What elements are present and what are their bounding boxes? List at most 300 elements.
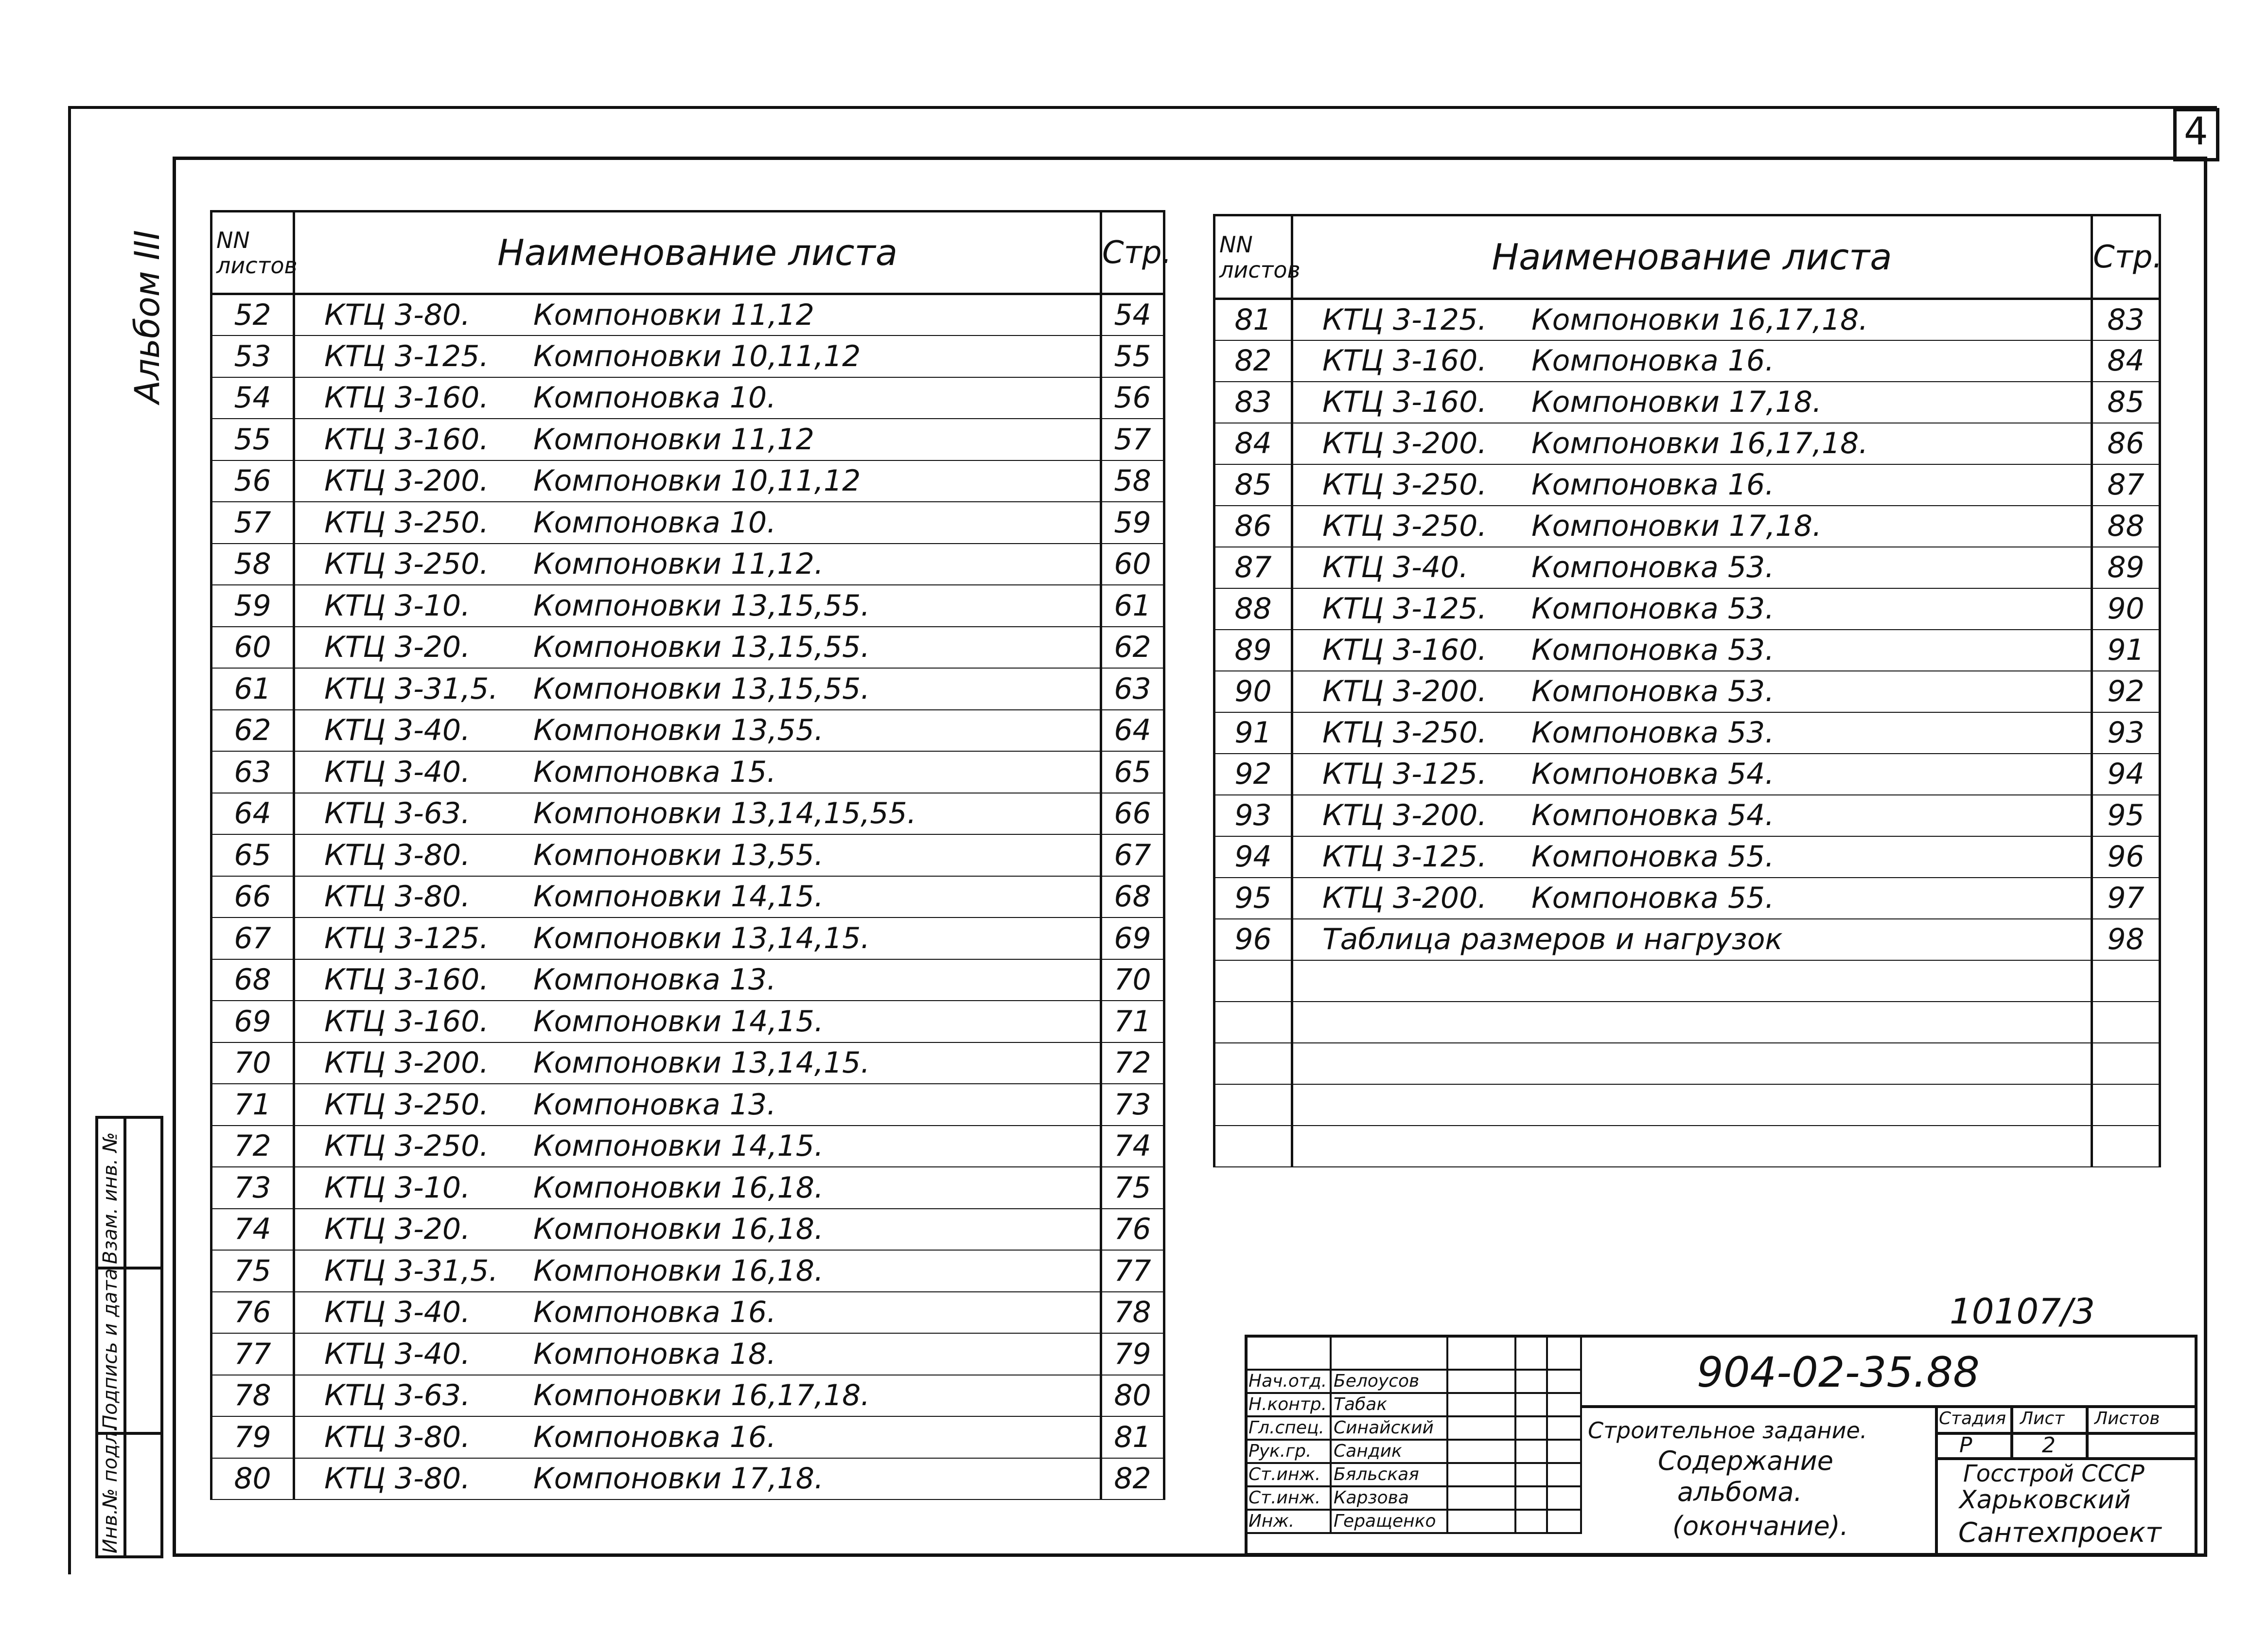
page-no: 68 [1101, 876, 1164, 918]
signature [1447, 1463, 1515, 1486]
sheet-layouts: Компоновки 16,18. [533, 1212, 824, 1247]
sheet-no: 86 [1214, 506, 1292, 547]
staff-table [1245, 1335, 1582, 1534]
page-no: 79 [1101, 1333, 1164, 1375]
side-strip [95, 1116, 163, 1558]
table-row [211, 377, 1164, 419]
sheet-layouts: Компоновка 16. [1531, 344, 1775, 378]
page-no: 64 [1101, 710, 1164, 752]
page-no: 55 [1101, 335, 1164, 377]
sheet-code: КТЦ 3-63. [324, 1378, 471, 1413]
staff-name: Синайский [1331, 1416, 1447, 1440]
page-no: 62 [1101, 627, 1164, 669]
sheet-layouts: Компоновки 10,11,12 [533, 464, 861, 498]
table-row [1214, 464, 2160, 506]
page-no: 81 [1101, 1416, 1164, 1458]
table-row [211, 460, 1164, 502]
staff-name: Табак [1331, 1393, 1447, 1416]
page-no: 57 [1101, 419, 1164, 460]
side-field-inv: Инв.№ подл. [99, 1425, 122, 1553]
sheet-title [1292, 919, 2092, 960]
sheet-code: КТЦ 3-80. [324, 838, 471, 872]
table-row [211, 1167, 1164, 1209]
sheet-layouts: Компоновки 13,14,15,55. [533, 796, 916, 831]
sheet-title [294, 377, 1101, 419]
table-row [211, 335, 1164, 377]
sheet-no: 90 [1214, 671, 1292, 712]
staff-row [1246, 1393, 1581, 1416]
sheet-layouts: Компоновки 14,15. [533, 1129, 824, 1164]
sheet-code: КТЦ 3-125. [1322, 302, 1487, 337]
sheet-title [1292, 836, 2092, 878]
table-row [211, 751, 1164, 793]
table-row [1214, 547, 2160, 588]
page-no: 61 [1101, 585, 1164, 627]
sheet-no: 75 [211, 1250, 294, 1292]
page-no: 60 [1101, 544, 1164, 585]
sheet-no: 78 [211, 1375, 294, 1417]
sheet-no: 94 [1214, 836, 1292, 878]
sheet-no: 71 [211, 1084, 294, 1126]
table-row [211, 1375, 1164, 1417]
page-no: 59 [1101, 502, 1164, 544]
page-no: 93 [2092, 712, 2160, 754]
staff-role: Инж. [1246, 1510, 1331, 1533]
sheet-value: 2 [2042, 1433, 2056, 1458]
sheet-layouts: Компоновки 16,18. [533, 1170, 824, 1205]
sheet-title [294, 1416, 1101, 1458]
table-row [1214, 588, 2160, 630]
table-row [1214, 795, 2160, 836]
table-row [211, 1416, 1164, 1458]
sheet-code: КТЦ 3-250. [324, 505, 489, 540]
sheet-title [294, 1333, 1101, 1375]
table-row [211, 1001, 1164, 1042]
sheet-no: 88 [1214, 588, 1292, 630]
sheet-code: КТЦ 3-160. [324, 963, 489, 997]
sheet-title [294, 710, 1101, 752]
signature [1447, 1370, 1515, 1393]
left-header-page: Стр. [1101, 212, 1164, 294]
page-no: 88 [2092, 506, 2160, 547]
sheet-code: КТЦ 3-125. [324, 339, 489, 373]
sheet-title [1292, 671, 2092, 712]
page-no: 80 [1101, 1375, 1164, 1417]
table-row [211, 627, 1164, 669]
sheet-code: Таблица размеров и нагрузок [1322, 922, 1783, 956]
sheet-layouts: Компоновка 13. [533, 1087, 776, 1122]
page-no: 92 [2092, 671, 2160, 712]
sheet-no: 64 [211, 793, 294, 835]
sheet-code: КТЦ 3-125. [1322, 757, 1487, 791]
table-row [1214, 299, 2160, 340]
sheet-no: 83 [1214, 382, 1292, 423]
sheet-code: КТЦ 3-80. [324, 298, 471, 332]
page-no: 89 [2092, 547, 2160, 588]
sheet-title [294, 502, 1101, 544]
empty-row [1214, 1126, 2160, 1167]
sheet-layouts: Компоновка 10. [533, 381, 776, 415]
empty-row [1214, 1043, 2160, 1084]
sheet-no: 55 [211, 419, 294, 460]
sheet-layouts: Компоновки 14,15. [533, 1004, 824, 1039]
page-no: 72 [1101, 1042, 1164, 1084]
staff-row [1246, 1416, 1581, 1440]
sheet-no: 85 [1214, 464, 1292, 506]
sheet-code: КТЦ 3-200. [1322, 426, 1487, 460]
sheet-code: КТЦ 3-80. [324, 880, 471, 914]
sheet-number: 4 [2184, 110, 2208, 154]
page-no: 78 [1101, 1292, 1164, 1334]
table-row [211, 1250, 1164, 1292]
sheets-label: Листов [2094, 1409, 2160, 1428]
table-row [211, 834, 1164, 876]
sheet-code: КТЦ 3-200. [1322, 798, 1487, 832]
table-row [211, 294, 1164, 336]
sheet-layouts: Компоновки 16,18. [533, 1253, 824, 1288]
sheet-layouts: Компоновки 13,15,55. [533, 630, 870, 665]
page-no: 82 [1101, 1458, 1164, 1500]
table-row [211, 668, 1164, 710]
sheet-title [294, 585, 1101, 627]
sheet-layouts: Компоновка 53. [1531, 633, 1775, 667]
sheet-no: 92 [1214, 754, 1292, 795]
description-line-3: альбома. [1677, 1477, 1802, 1507]
staff-row [1246, 1486, 1581, 1510]
sheet-no: 77 [211, 1333, 294, 1375]
table-row [211, 544, 1164, 585]
signature [1447, 1416, 1515, 1440]
table-row [211, 1333, 1164, 1375]
sheet-title [1292, 588, 2092, 630]
sheet-title [294, 751, 1101, 793]
right-header-name: Наименование листа [1292, 215, 2092, 299]
sheet-title [294, 1375, 1101, 1417]
description-line-1: Строительное задание. [1588, 1417, 1867, 1444]
organization-line-3: Сантехпроект [1958, 1517, 2162, 1549]
table-row [1214, 382, 2160, 423]
sheet-code: КТЦ 3-160. [324, 422, 489, 457]
sheet-code: КТЦ 3-160. [1322, 633, 1487, 667]
sheet-code: КТЦ 3-200. [1322, 674, 1487, 708]
table-row [211, 1209, 1164, 1251]
sheet-layouts: Компоновки 13,15,55. [533, 671, 870, 706]
signature [1447, 1510, 1515, 1533]
table-row [1214, 919, 2160, 960]
page-no: 70 [1101, 959, 1164, 1001]
signature [1447, 1486, 1515, 1510]
sheet-title [294, 1001, 1101, 1042]
sheet-layouts: Компоновка 13. [533, 963, 776, 997]
table-row [1214, 506, 2160, 547]
staff-role: Ст.инж. [1246, 1463, 1331, 1486]
sheet-no: 58 [211, 544, 294, 585]
sheet-no: 96 [1214, 919, 1292, 960]
sheet-code: КТЦ 3-10. [324, 1170, 471, 1205]
staff-role: Рук.гр. [1246, 1440, 1331, 1463]
page-no: 77 [1101, 1250, 1164, 1292]
table-row [211, 917, 1164, 959]
sheet-no: 72 [211, 1126, 294, 1167]
page-no: 67 [1101, 834, 1164, 876]
table-row [1214, 836, 2160, 878]
sheet-title [294, 1292, 1101, 1334]
organization-line-1: Госстрой СССР [1963, 1460, 2145, 1487]
sheet-layouts: Компоновки 13,14,15. [533, 921, 870, 955]
page-no: 66 [1101, 793, 1164, 835]
sheet-layouts: Компоновки 14,15. [533, 880, 824, 914]
sheet-layouts: Компоновка 53. [1531, 592, 1775, 626]
sheet-no: 73 [211, 1167, 294, 1209]
sheet-layouts: Компоновка 15. [533, 755, 776, 789]
table-row [211, 876, 1164, 918]
sheet-no: 53 [211, 335, 294, 377]
page-no: 91 [2092, 630, 2160, 671]
staff-name: Карзова [1331, 1486, 1447, 1510]
sheet-no: 89 [1214, 630, 1292, 671]
page-no: 87 [2092, 464, 2160, 506]
sheet-title [294, 1084, 1101, 1126]
description-line-4: (окончание). [1672, 1511, 1848, 1541]
sheet-title [294, 876, 1101, 918]
page-no: 74 [1101, 1126, 1164, 1167]
right-contents-table [1213, 214, 2161, 1167]
sheet-code: КТЦ 3-40. [324, 713, 471, 748]
sheet-title [294, 834, 1101, 876]
sheet-title [294, 1209, 1101, 1251]
page-no: 69 [1101, 917, 1164, 959]
page-no: 86 [2092, 423, 2160, 464]
table-row [1214, 754, 2160, 795]
page-no: 85 [2092, 382, 2160, 423]
sheet-layouts: Компоновка 53. [1531, 716, 1775, 750]
side-field-signature: Подпись и дата [99, 1268, 122, 1429]
sheet-no: 87 [1214, 547, 1292, 588]
sheet-layouts: Компоновка 53. [1531, 550, 1775, 584]
sheet-title [1292, 382, 2092, 423]
right-header-page: Стр. [2092, 215, 2160, 299]
sheet-layouts: Компоновки 10,11,12 [533, 339, 861, 373]
sheet-no: 66 [211, 876, 294, 918]
table-row [211, 1084, 1164, 1126]
sheet-layouts: Компоновка 55. [1531, 840, 1775, 874]
sheet-code: КТЦ 3-200. [324, 1046, 489, 1080]
sheet-no: 80 [211, 1458, 294, 1500]
left-header-nn: NN листов [211, 212, 294, 294]
sheet-no: 54 [211, 377, 294, 419]
sheet-code: КТЦ 3-20. [324, 1212, 471, 1247]
sheet-code: КТЦ 3-200. [324, 464, 489, 498]
sheet-code: КТЦ 3-80. [324, 1420, 471, 1454]
sheet-title [1292, 299, 2092, 340]
outer-frame-top [68, 106, 2217, 109]
table-row [211, 419, 1164, 460]
sheet-code: КТЦ 3-250. [1322, 509, 1487, 543]
sheet-title [294, 460, 1101, 502]
page-no: 95 [2092, 795, 2160, 836]
sheet-title [294, 335, 1101, 377]
table-row [211, 710, 1164, 752]
sheet-no: 52 [211, 294, 294, 336]
sheet-code: КТЦ 3-160. [1322, 344, 1487, 378]
table-row [1214, 671, 2160, 712]
sheet-layouts: Компоновка 53. [1531, 674, 1775, 708]
staff-name: Сандик [1331, 1440, 1447, 1463]
sheet-code: КТЦ 3-200. [1322, 881, 1487, 915]
table-row [211, 1292, 1164, 1334]
sheet-code: КТЦ 3-40. [324, 1295, 471, 1330]
sheet-title [1292, 464, 2092, 506]
page-no: 54 [1101, 294, 1164, 336]
sheet-layouts: Компоновки 13,55. [533, 838, 824, 872]
page-no: 73 [1101, 1084, 1164, 1126]
sheet-title [1292, 754, 2092, 795]
sheet-layouts: Компоновка 54. [1531, 798, 1775, 832]
sheet-no: 81 [1214, 299, 1292, 340]
staff-row [1246, 1463, 1581, 1486]
page-no: 71 [1101, 1001, 1164, 1042]
sheet-code: КТЦ 3-63. [324, 796, 471, 831]
sheet-title [294, 627, 1101, 669]
sheet-title [1292, 547, 2092, 588]
staff-role: Ст.инж. [1246, 1486, 1331, 1510]
sheet-layouts: Компоновки 13,15,55. [533, 588, 870, 623]
sheet-layouts: Компоновки 17,18. [1531, 509, 1822, 543]
signature [1447, 1393, 1515, 1416]
sheet-layouts: Компоновка 10. [533, 505, 776, 540]
sheet-code: КТЦ 3-125. [1322, 840, 1487, 874]
sheet-code: КТЦ 3-40. [324, 1337, 471, 1371]
sheet-layouts: Компоновка 54. [1531, 757, 1775, 791]
sheet-title [1292, 712, 2092, 754]
sheet-code: КТЦ 3-125. [1322, 592, 1487, 626]
page-no: 84 [2092, 340, 2160, 382]
page-no: 65 [1101, 751, 1164, 793]
sheet-code: КТЦ 3-250. [1322, 468, 1487, 502]
sheet-label: Лист [2020, 1409, 2065, 1428]
sheet-title [294, 1126, 1101, 1167]
staff-role: Гл.спец. [1246, 1416, 1331, 1440]
sheet-title [294, 793, 1101, 835]
sheet-no: 79 [211, 1416, 294, 1458]
sheet-layouts: Компоновки 16,17,18. [1531, 426, 1868, 460]
album-label: Альбом III [127, 230, 167, 404]
stage-label: Стадия [1939, 1409, 2006, 1428]
sheet-code: КТЦ 3-31,5. [324, 671, 498, 706]
page-no: 90 [2092, 588, 2160, 630]
sheet-title [1292, 340, 2092, 382]
sheet-no: 60 [211, 627, 294, 669]
staff-name: Геращенко [1331, 1510, 1447, 1533]
sheet-code: КТЦ 3-40. [324, 755, 471, 789]
sheet-no: 59 [211, 585, 294, 627]
sheet-code: КТЦ 3-20. [324, 630, 471, 665]
sheet-code: КТЦ 3-31,5. [324, 1253, 498, 1288]
sheet-layouts: Компоновки 11,12. [533, 547, 824, 582]
sheet-title [294, 1042, 1101, 1084]
empty-row [1214, 1002, 2160, 1043]
title-block [1245, 1335, 2198, 1556]
sheet-code: КТЦ 3-250. [324, 547, 489, 582]
sheet-title [294, 959, 1101, 1001]
outer-frame-left [68, 106, 71, 1574]
sheet-no: 68 [211, 959, 294, 1001]
sheet-title [294, 544, 1101, 585]
page-no: 83 [2092, 299, 2160, 340]
sheet-no: 65 [211, 834, 294, 876]
staff-row [1246, 1440, 1581, 1463]
sheet-title [294, 668, 1101, 710]
sheet-layouts: Компоновки 13,55. [533, 713, 824, 748]
signature [1447, 1440, 1515, 1463]
table-row [1214, 340, 2160, 382]
sheet-code: КТЦ 3-250. [324, 1087, 489, 1122]
table-row [1214, 712, 2160, 754]
sheet-code: КТЦ 3-160. [324, 381, 489, 415]
page-no: 75 [1101, 1167, 1164, 1209]
sheet-title [294, 917, 1101, 959]
page-no: 97 [2092, 878, 2160, 919]
page-no: 76 [1101, 1209, 1164, 1251]
description-line-2: Содержание [1658, 1446, 1833, 1476]
sheet-layouts: Компоновки 13,14,15. [533, 1046, 870, 1080]
page-no: 96 [2092, 836, 2160, 878]
sheet-layouts: Компоновки 17,18. [533, 1462, 824, 1496]
empty-row [1214, 960, 2160, 1002]
sheet-no: 56 [211, 460, 294, 502]
table-row [211, 1126, 1164, 1167]
table-row [1214, 630, 2160, 671]
archive-number: 10107/3 [1950, 1291, 2095, 1332]
sheet-layouts: Компоновки 11,12 [533, 422, 814, 457]
page-no: 58 [1101, 460, 1164, 502]
sheet-title [294, 1167, 1101, 1209]
sheet-no: 95 [1214, 878, 1292, 919]
page-no: 63 [1101, 668, 1164, 710]
sheet-code: КТЦ 3-125. [324, 921, 489, 955]
sheet-title [1292, 795, 2092, 836]
staff-row [1246, 1510, 1581, 1533]
sheet-layouts: Компоновка 55. [1531, 881, 1775, 915]
sheet-title [1292, 878, 2092, 919]
right-header-nn: NN листов [1214, 215, 1292, 299]
sheet-no: 91 [1214, 712, 1292, 754]
sheet-no: 93 [1214, 795, 1292, 836]
sheet-title [294, 294, 1101, 336]
sheet-no: 57 [211, 502, 294, 544]
sheet-no: 67 [211, 917, 294, 959]
sheet-layouts: Компоновки 11,12 [533, 298, 814, 332]
sheet-layouts: Компоновка 16. [1531, 468, 1775, 502]
sheet-code: КТЦ 3-40. [1322, 550, 1469, 584]
sheet-title [294, 1250, 1101, 1292]
sheet-no: 63 [211, 751, 294, 793]
sheet-no: 84 [1214, 423, 1292, 464]
sheet-no: 62 [211, 710, 294, 752]
sheet-title [294, 419, 1101, 460]
sheet-no: 69 [211, 1001, 294, 1042]
sheet-code: КТЦ 3-80. [324, 1462, 471, 1496]
sheet-code: КТЦ 3-250. [324, 1129, 489, 1164]
page-no: 56 [1101, 377, 1164, 419]
sheet-no: 61 [211, 668, 294, 710]
table-row [211, 793, 1164, 835]
document-code: 904-02-35.88 [1697, 1348, 1980, 1397]
sheet-no: 76 [211, 1292, 294, 1334]
staff-role: Нач.отд. [1246, 1370, 1331, 1393]
sheet-title [1292, 506, 2092, 547]
staff-row [1246, 1370, 1581, 1393]
